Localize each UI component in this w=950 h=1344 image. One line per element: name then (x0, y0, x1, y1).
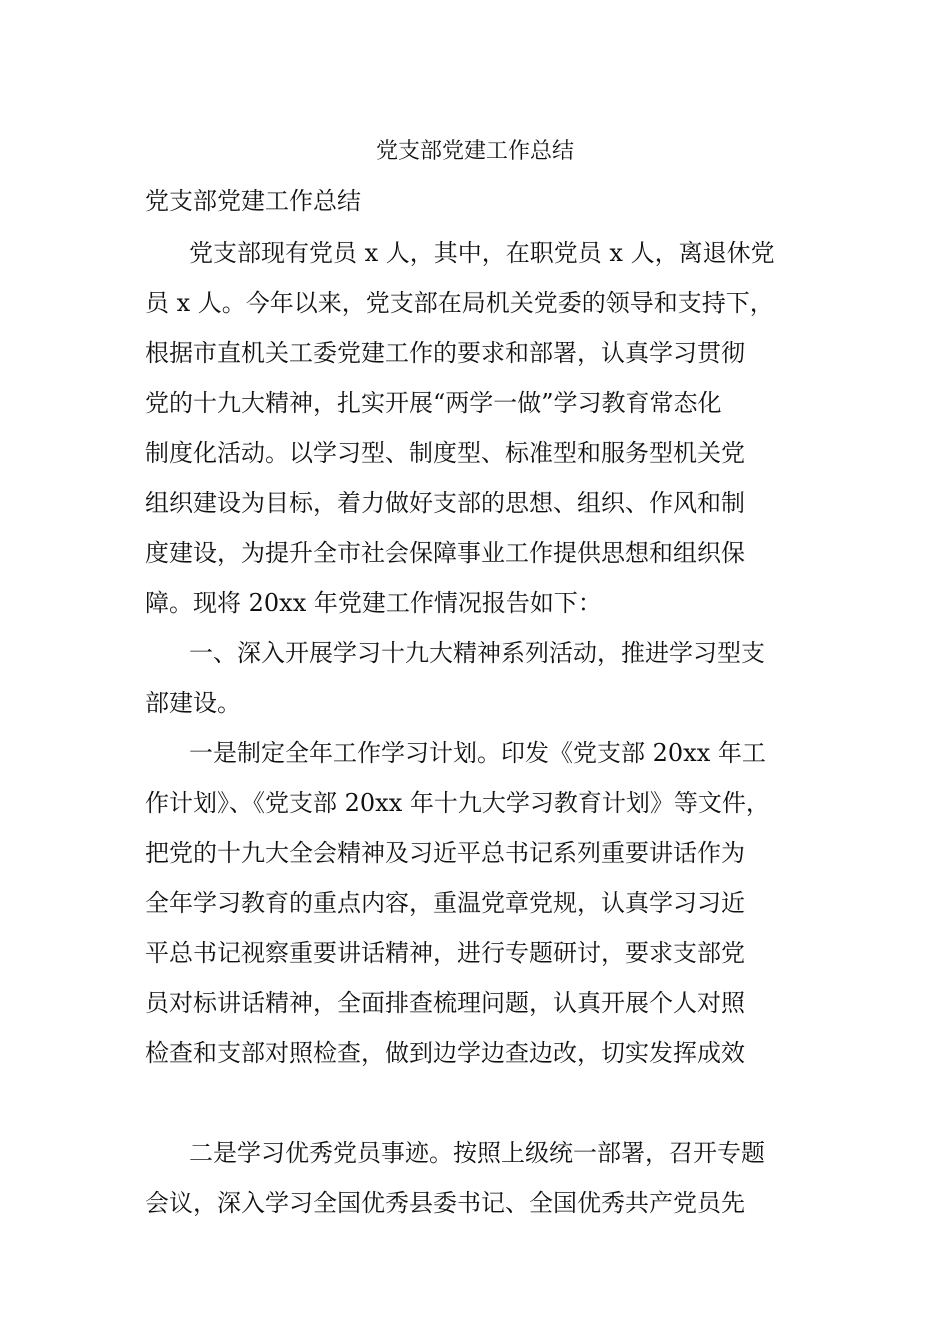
text-line: 一、深入开展学习十九大精神系列活动，推进学习型支 (189, 639, 765, 667)
text-line: 党支部现有党员 x 人，其中，在职党员 x 人，离退休党 (189, 239, 775, 267)
text-line: 党的十九大精神，扎实开展“两学一做”学习教育常态化 (145, 389, 722, 417)
text-line: 二是学习优秀党员事迹。按照上级统一部署，召开专题 (189, 1139, 765, 1167)
text-line: 全年学习教育的重点内容，重温党章党规，认真学习习近 (145, 889, 745, 917)
text-line: 员对标讲话精神，全面排查梳理问题，认真开展个人对照 (145, 989, 745, 1017)
document-body (145, 228, 813, 1228)
text-line: 障。现将 20xx 年党建工作情况报告如下： (145, 589, 602, 617)
text-line: 平总书记视察重要讲话精神，进行专题研讨，要求支部党 (145, 939, 745, 967)
blank-line (145, 1078, 813, 1128)
text-line: 作计划》、《党支部 20xx 年十九大学习教育计划》等文件， (145, 789, 770, 817)
text-line: 员 x 人。今年以来，党支部在局机关党委的领导和支持下， (145, 289, 774, 317)
text-line: 组织建设为目标，着力做好支部的思想、组织、作风和制 (145, 489, 745, 517)
document-subtitle: 党支部党建工作总结 (145, 187, 361, 215)
text-line: 度建设，为提升全市社会保障事业工作提供思想和组织保 (145, 539, 745, 567)
text-line: 部建设。 (145, 689, 241, 717)
text-line: 制度化活动。以学习型、制度型、标准型和服务型机关党 (145, 439, 745, 467)
text-line: 一是制定全年工作学习计划。印发《党支部 20xx 年工 (189, 739, 766, 767)
document-title: 党支部党建工作总结 (375, 139, 574, 164)
text-line: 检查和支部对照检查，做到边学边查边改，切实发挥成效 (145, 1039, 745, 1067)
text-line: 会议，深入学习全国优秀县委书记、全国优秀共产党员先 (145, 1189, 745, 1217)
text-line: 根据市直机关工委党建工作的要求和部署，认真学习贯彻 (145, 339, 745, 367)
text-line: 把党的十九大全会精神及习近平总书记系列重要讲话作为 (145, 839, 745, 867)
